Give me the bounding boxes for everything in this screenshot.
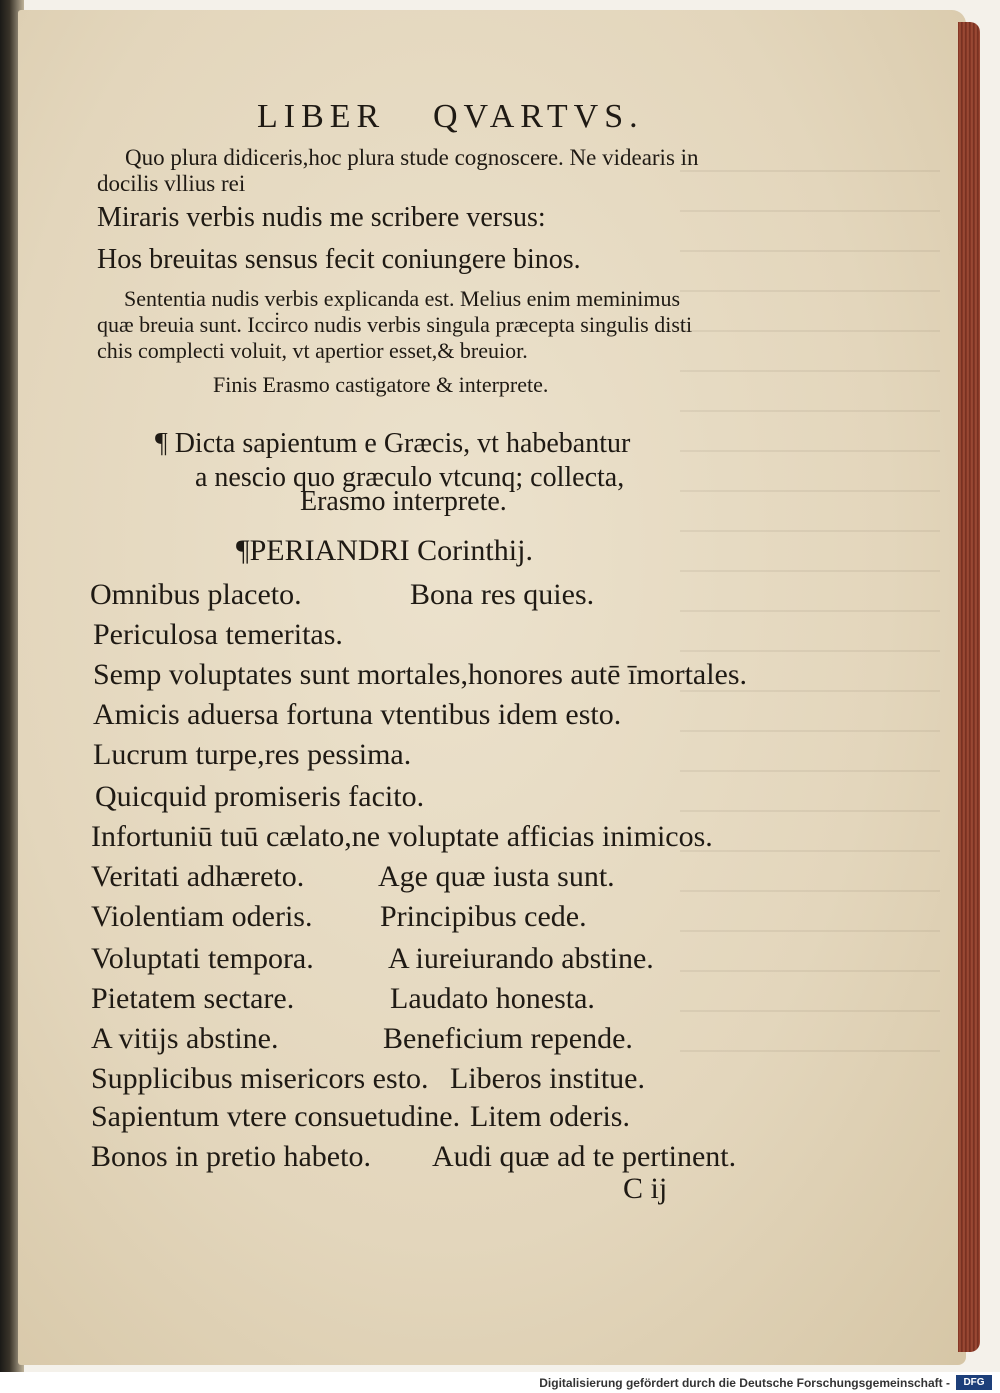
maxim-right: Principibus cede. xyxy=(380,900,587,933)
verse-line-2: Hos breuitas sensus fecit coniungere binos. xyxy=(97,244,581,275)
maxim-left: Lucrum turpe,res pessima. xyxy=(93,738,412,771)
running-head-right: QVARTVS. xyxy=(433,98,644,135)
intro-line-1: Quo plura didiceris,hoc plura stude cognoscere. Ne videaris in xyxy=(125,145,699,170)
maxim-right: Litem oderis. xyxy=(470,1100,630,1133)
subheading-periander: ¶PERIANDRI Corinthij. xyxy=(236,534,533,567)
footer-bar xyxy=(0,1372,1000,1393)
show-through-bleed xyxy=(680,170,940,1070)
maxim-left: Amicis aduersa fortuna vtentibus idem esto. xyxy=(93,698,622,731)
page-edge xyxy=(958,22,980,1352)
maxim-left: A vitijs abstine. xyxy=(91,1022,279,1055)
footer-credit: Digitalisierung gefördert durch die Deutsche Forschungsgemeinschaft - xyxy=(539,1376,950,1390)
maxim-left: Periculosa temeritas. xyxy=(93,618,343,651)
maxim-right: Age quæ iusta sunt. xyxy=(378,860,615,893)
maxim-left: Sapientum vtere consuetudine. xyxy=(91,1100,461,1133)
maxim-left: Veritati adhæreto. xyxy=(91,860,305,893)
maxim-left: Quicquid promiseris facito. xyxy=(95,780,425,813)
section-title-line-2: a nescio quo græculo vtcunq; collecta, xyxy=(195,462,625,493)
maxim-left: Pietatem sectare. xyxy=(91,982,295,1015)
maxim-left: Bonos in pretio habeto. xyxy=(91,1140,371,1173)
maxim-left: Violentiam oderis. xyxy=(91,900,313,933)
running-head-left: LIBER xyxy=(257,98,386,135)
maxim-left: Voluptati tempora. xyxy=(91,942,314,975)
commentary-line-2: quæ breuia sunt. Icci̇rco nudis verbis singula præcepta singulis disti xyxy=(97,312,693,337)
maxim-left: Omnibus placeto. xyxy=(90,578,302,611)
maxim-right: Audi quæ ad te pertinent. xyxy=(432,1140,737,1173)
maxim-left: Supplicibus misericors esto. xyxy=(91,1062,429,1095)
maxim-right: Bona res quies. xyxy=(410,578,595,611)
maxim-left: Infortuniū tuū cælato,ne voluptate afficias inimicos. xyxy=(91,820,713,853)
intro-line-2: docilis vllius rei xyxy=(97,171,246,196)
maxim-right: Liberos institue. xyxy=(450,1062,645,1095)
maxim-left: Semp voluptates sunt mortales,honores autē īmortales. xyxy=(93,658,748,691)
maxim-right: A iureiurando abstine. xyxy=(388,942,654,975)
verse-line-1: Miraris verbis nudis me scribere versus: xyxy=(97,202,546,233)
section-title-line-1: ¶ Dicta sapientum e Græcis, vt habebantur xyxy=(155,428,631,459)
maxim-right: Beneficium repende. xyxy=(383,1022,633,1055)
dfg-logo: DFG xyxy=(956,1375,992,1390)
finis-note: Finis Erasmo castigatore & interprete. xyxy=(213,372,549,397)
section-title-line-3: Erasmo interprete. xyxy=(300,486,507,517)
signature-mark: C ij xyxy=(623,1172,668,1205)
commentary-line-1: Sententia nudis verbis explicanda est. Melius enim meminimus xyxy=(124,286,681,311)
maxim-right: Laudato honesta. xyxy=(390,982,595,1015)
commentary-line-3: chis complecti voluit, vt apertior esset,& breuior. xyxy=(97,338,528,363)
